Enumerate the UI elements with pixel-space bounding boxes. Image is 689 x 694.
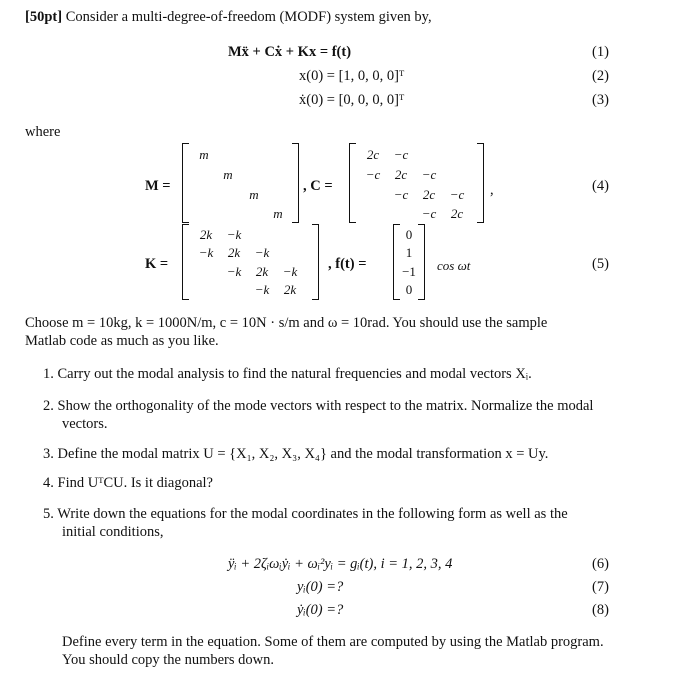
c-cell: −c: [421, 167, 437, 182]
k-cell: 2k: [255, 264, 269, 279]
item-number: 1.: [43, 366, 54, 382]
equation-3: ẋ(0) = [0, 0, 0, 0]ᵀ: [299, 92, 405, 108]
equation-1: Mẍ + Cẋ + Kx = f(t): [228, 44, 352, 60]
c-cell: −c: [421, 206, 437, 221]
choose-text-line1: Choose m = 10kg, k = 1000N/m, c = 10N · s/m and ω = 10rad. You should use the sample: [25, 315, 548, 331]
item-text: Find UᵀCU. Is it diagonal?: [57, 475, 213, 491]
c-cell: 2c: [366, 147, 380, 162]
points-label: [50pt]: [25, 9, 63, 25]
c-cell: 2c: [422, 187, 436, 202]
item-text: Show the orthogonality of the mode vectors with respect to the matrix. Normalize the modal: [57, 398, 594, 414]
k-cell: −k: [282, 264, 298, 279]
k-cell: −k: [226, 264, 242, 279]
k-cell: 2k: [199, 227, 213, 242]
c-cell: −c: [449, 187, 465, 202]
f-cell: −1: [402, 264, 416, 279]
item-5-cont: initial conditions,: [62, 524, 164, 540]
item-number: 3.: [43, 446, 54, 462]
where-label: where: [25, 124, 61, 140]
f-cell: 0: [405, 227, 413, 242]
f-vector-label: , f(t) =: [328, 256, 367, 272]
equation-2: x(0) = [1, 0, 0, 0]ᵀ: [299, 68, 405, 84]
item-number: 4.: [43, 475, 54, 491]
equation-4-number: (4): [592, 178, 609, 194]
item-5: [43, 506, 568, 523]
item-1: [43, 366, 532, 383]
item-number: 2.: [43, 398, 54, 414]
c-matrix-label: , C =: [303, 178, 333, 194]
k-cell: −k: [226, 227, 242, 242]
m-cell: m: [249, 187, 259, 202]
item-text: Define the modal matrix U = {X₁, X₂, X₃, X₄} and the modal transformation x = Uy.: [57, 446, 549, 462]
item-number: 5.: [43, 506, 54, 522]
equation-6: ÿᵢ + 2ζᵢωᵢẏᵢ + ωᵢ²yᵢ = gᵢ(t), i = 1, 2, 3, 4: [228, 556, 453, 572]
f-vector: [393, 224, 425, 300]
m-matrix: [182, 143, 299, 223]
c-cell: −c: [365, 167, 381, 182]
k-cell: 2k: [283, 282, 297, 297]
k-matrix: [182, 224, 319, 300]
define-text-line1: Define every term in the equation. Some of them are computed by using the Matlab program.: [62, 634, 604, 650]
c-cell: −c: [393, 147, 409, 162]
c-cell: −c: [393, 187, 409, 202]
c-cell: 2c: [450, 206, 464, 221]
m-cell: m: [223, 167, 233, 182]
k-cell: −k: [198, 245, 214, 260]
f-cos-term: cos ωt: [437, 258, 471, 273]
equation-8-number: (8): [592, 602, 609, 618]
k-cell: −k: [254, 245, 270, 260]
c-cell: 2c: [394, 167, 408, 182]
equation-3-number: (3): [592, 92, 609, 108]
equation-6-number: (6): [592, 556, 609, 572]
equation-7: yᵢ(0) =?: [297, 579, 344, 595]
item-3: [43, 446, 548, 463]
m-matrix-label: M =: [145, 178, 171, 194]
equation-8: ẏᵢ(0) =?: [297, 602, 344, 618]
k-matrix-label: K =: [145, 256, 169, 272]
choose-text-line2: Matlab code as much as you like.: [25, 333, 219, 349]
item-4: [43, 475, 213, 492]
c-matrix-comma: ,: [490, 182, 494, 198]
item-text: Carry out the modal analysis to find the natural frequencies and modal vectors Xᵢ.: [57, 366, 532, 382]
m-cell: m: [199, 147, 209, 162]
k-cell: −k: [254, 282, 270, 297]
f-cell: 0: [405, 282, 413, 297]
equation-2-number: (2): [592, 68, 609, 84]
problem-header: [25, 9, 432, 26]
c-matrix: [349, 143, 484, 223]
item-2-cont: vectors.: [62, 416, 108, 432]
header-text: Consider a multi-degree-of-freedom (MODF) system given by,: [65, 9, 432, 25]
item-2: [43, 398, 593, 415]
equation-7-number: (7): [592, 579, 609, 595]
define-text-line2: You should copy the numbers down.: [62, 652, 274, 668]
f-cell: 1: [405, 245, 413, 260]
k-cell: 2k: [227, 245, 241, 260]
m-cell: m: [273, 206, 283, 221]
item-text: Write down the equations for the modal coordinates in the following form as well as the: [57, 506, 568, 522]
equation-1-number: (1): [592, 44, 609, 60]
equation-5-number: (5): [592, 256, 609, 272]
